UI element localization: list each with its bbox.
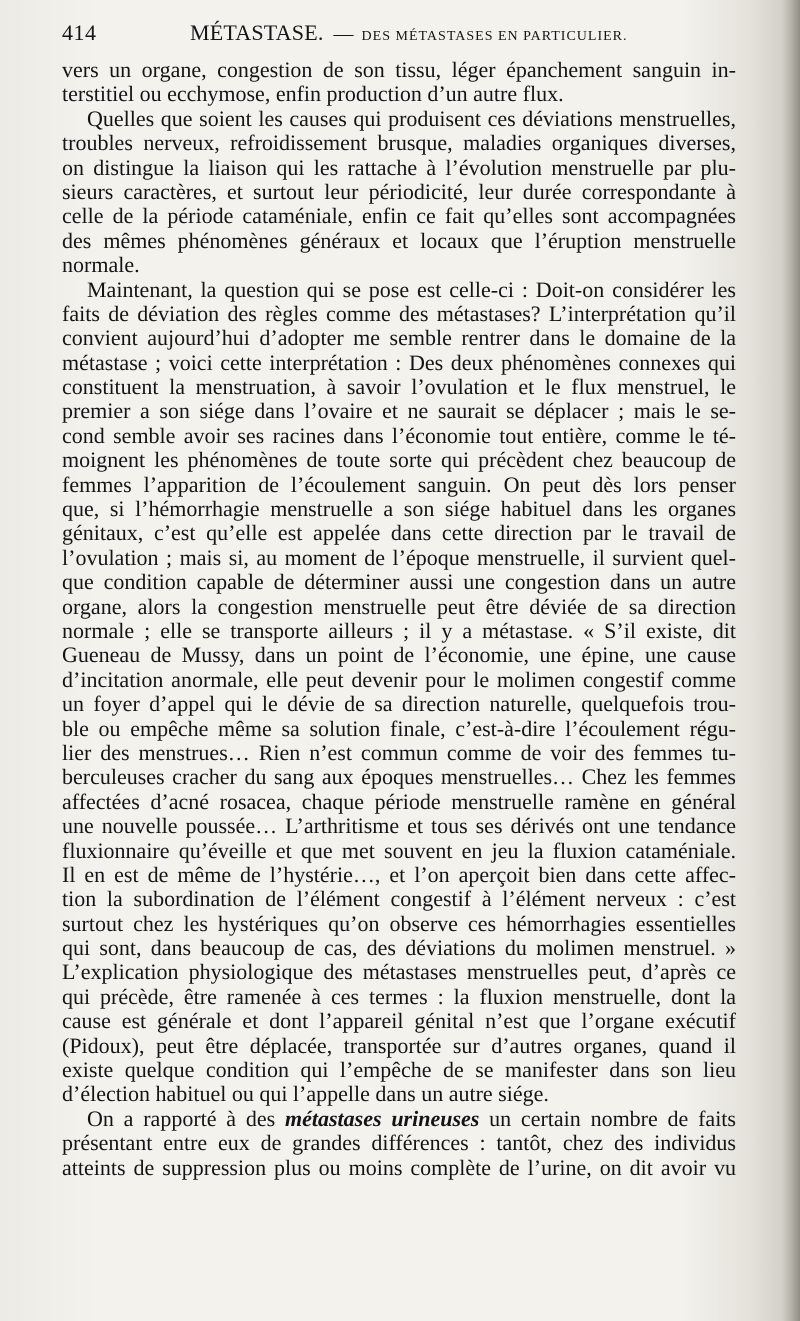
text-line: d’élection habituel ou qui l’appelle dans un autre siége. <box>62 1082 549 1107</box>
italic-term-metastases-urineuses: métastases urineuses <box>284 1106 480 1131</box>
text-line: cause est générale et dont l’appareil génital n’est que l’organe exécutif <box>62 1009 736 1034</box>
text-line: atteints de suppression plus ou moins complète de l’urine, on dit avoir vu <box>62 1155 736 1180</box>
text-line: métastase ; voici cette interprétation : Des deux phénomènes connexes qui <box>62 350 736 375</box>
text-line: troubles nerveux, refroidissement brusque, maladies organiques diverses, <box>62 131 736 156</box>
running-title-subtitle: DES MÉTASTASES EN PARTICULIER. <box>361 29 628 44</box>
text-line: berculeuses cracher du sang aux époques menstruelles… Chez les femmes <box>62 765 736 790</box>
text-line: on distingue la liaison qui les rattache à l’évolution menstruelle par plu- <box>62 155 736 180</box>
text-line: convient aujourd’hui d’adopter me semble rentrer dans le domaine de la <box>62 326 736 351</box>
text-line: affectées d’acné rosacea, chaque période menstruelle ramène en général <box>62 789 736 814</box>
text-line: celle de la période cataméniale, enfin ce fait qu’elles sont accompagnées <box>62 204 736 229</box>
text-line: Maintenant, la question qui se pose est celle-ci : Doit-on considérer les <box>87 277 736 302</box>
text-line: moignent les phénomènes de toute sorte qui précèdent chez beaucoup de <box>62 448 736 473</box>
text-line: constituent la menstruation, à savoir l’ovulation et le flux menstruel, le <box>62 375 736 400</box>
text-line: Quelles que soient les causes qui produisent ces déviations menstruelles, <box>87 106 736 131</box>
text-line: lier des menstrues… Rien n’est commun comme de voir des femmes tu- <box>62 740 736 765</box>
text-line: présentant entre eux de grandes différences : tantôt, chez des individus <box>62 1131 736 1156</box>
text-line: fluxionnaire qu’éveille et que met souvent en jeu la fluxion cataméniale. <box>62 838 736 863</box>
running-title-main: MÉTASTASE. <box>190 20 324 45</box>
text-line: Gueneau de Mussy, dans un point de l’économie, une épine, une cause <box>62 643 736 668</box>
text-line: normale. <box>62 253 140 278</box>
text-line: terstitiel ou ecchymose, enfin production d’un autre flux. <box>62 82 564 107</box>
text-line: une nouvelle poussée… L’arthritisme et tous ses dérivés ont une tendance <box>62 814 736 839</box>
text-line: qui précède, être ramenée à ces termes : la fluxion menstruelle, dont la <box>62 984 736 1009</box>
text-line: qui sont, dans beaucoup de cas, des déviations du molimen menstruel. » <box>62 936 736 961</box>
text-line: femmes l’apparition de l’écoulement sanguin. On peut dès lors penser <box>62 472 736 497</box>
text-line: l’ovulation ; mais si, au moment de l’époque menstruelle, il survient quel- <box>62 545 736 570</box>
text-line: que condition capable de déterminer aussi une congestion dans un autre <box>62 570 736 595</box>
running-header <box>62 20 736 52</box>
text-line: que, si l’hémorrhagie menstruelle a son siége habituel dans les organes <box>62 497 736 522</box>
text-line-after-italic: un certain nombre de faits <box>479 1106 736 1131</box>
page-number: 414 <box>62 20 97 45</box>
page-gutter-shadow <box>782 0 800 1321</box>
text-line: des mêmes phénomènes généraux et locaux que l’éruption menstruelle <box>62 228 736 253</box>
text-line: vers un organe, congestion de son tissu, léger épanchement sanguin in- <box>62 58 736 82</box>
text-line: Il en est de même de l’hystérie…, et l’on aperçoit bien dans cette affec- <box>62 862 736 887</box>
text-line: cond semble avoir ses racines dans l’économie tout entière, comme le té- <box>62 423 736 448</box>
running-title-dash: — <box>333 23 354 45</box>
text-line-before-italic: On a rapporté à des <box>87 1106 285 1131</box>
text-line: sieurs caractères, et surtout leur périodicité, leur durée correspondante à <box>62 179 736 204</box>
text-line: (Pidoux), peut être déplacée, transportée sur d’autres organes, quand il <box>62 1033 736 1058</box>
text-line-with-italic <box>62 1107 736 1131</box>
text-line: surtout chez les hystériques qu’on observe ces hémorrhagies essentielles <box>62 911 736 936</box>
text-line: premier a son siége dans l’ovaire et ne saurait se déplacer ; mais le se- <box>62 399 736 424</box>
running-title <box>190 20 628 46</box>
page-body-text <box>62 58 736 1180</box>
text-line: ble ou empêche même sa solution finale, c’est-à-dire l’écoulement régu- <box>62 716 736 741</box>
text-line: existe quelque condition qui l’empêche de se manifester dans son lieu <box>62 1058 736 1083</box>
text-line: un foyer d’appel qui le dévie de sa direction naturelle, quelquefois trou- <box>62 692 736 717</box>
text-line: organe, alors la congestion menstruelle peut être déviée de sa direction <box>62 594 736 619</box>
text-line: faits de déviation des règles comme des métastases? L’interprétation qu’il <box>62 301 736 326</box>
text-line: normale ; elle se transporte ailleurs ; il y a métastase. « S’il existe, dit <box>62 618 736 643</box>
text-line: d’incitation anormale, elle peut devenir pour le molimen congestif comme <box>62 667 736 692</box>
text-line: L’explication physiologique des métastases menstruelles peut, d’après ce <box>62 960 736 985</box>
text-line: tion la subordination de l’élément congestif à l’élément nerveux : c’est <box>62 887 736 912</box>
text-line: génitaux, c’est qu’elle est appelée dans cette direction par le travail de <box>62 521 736 546</box>
